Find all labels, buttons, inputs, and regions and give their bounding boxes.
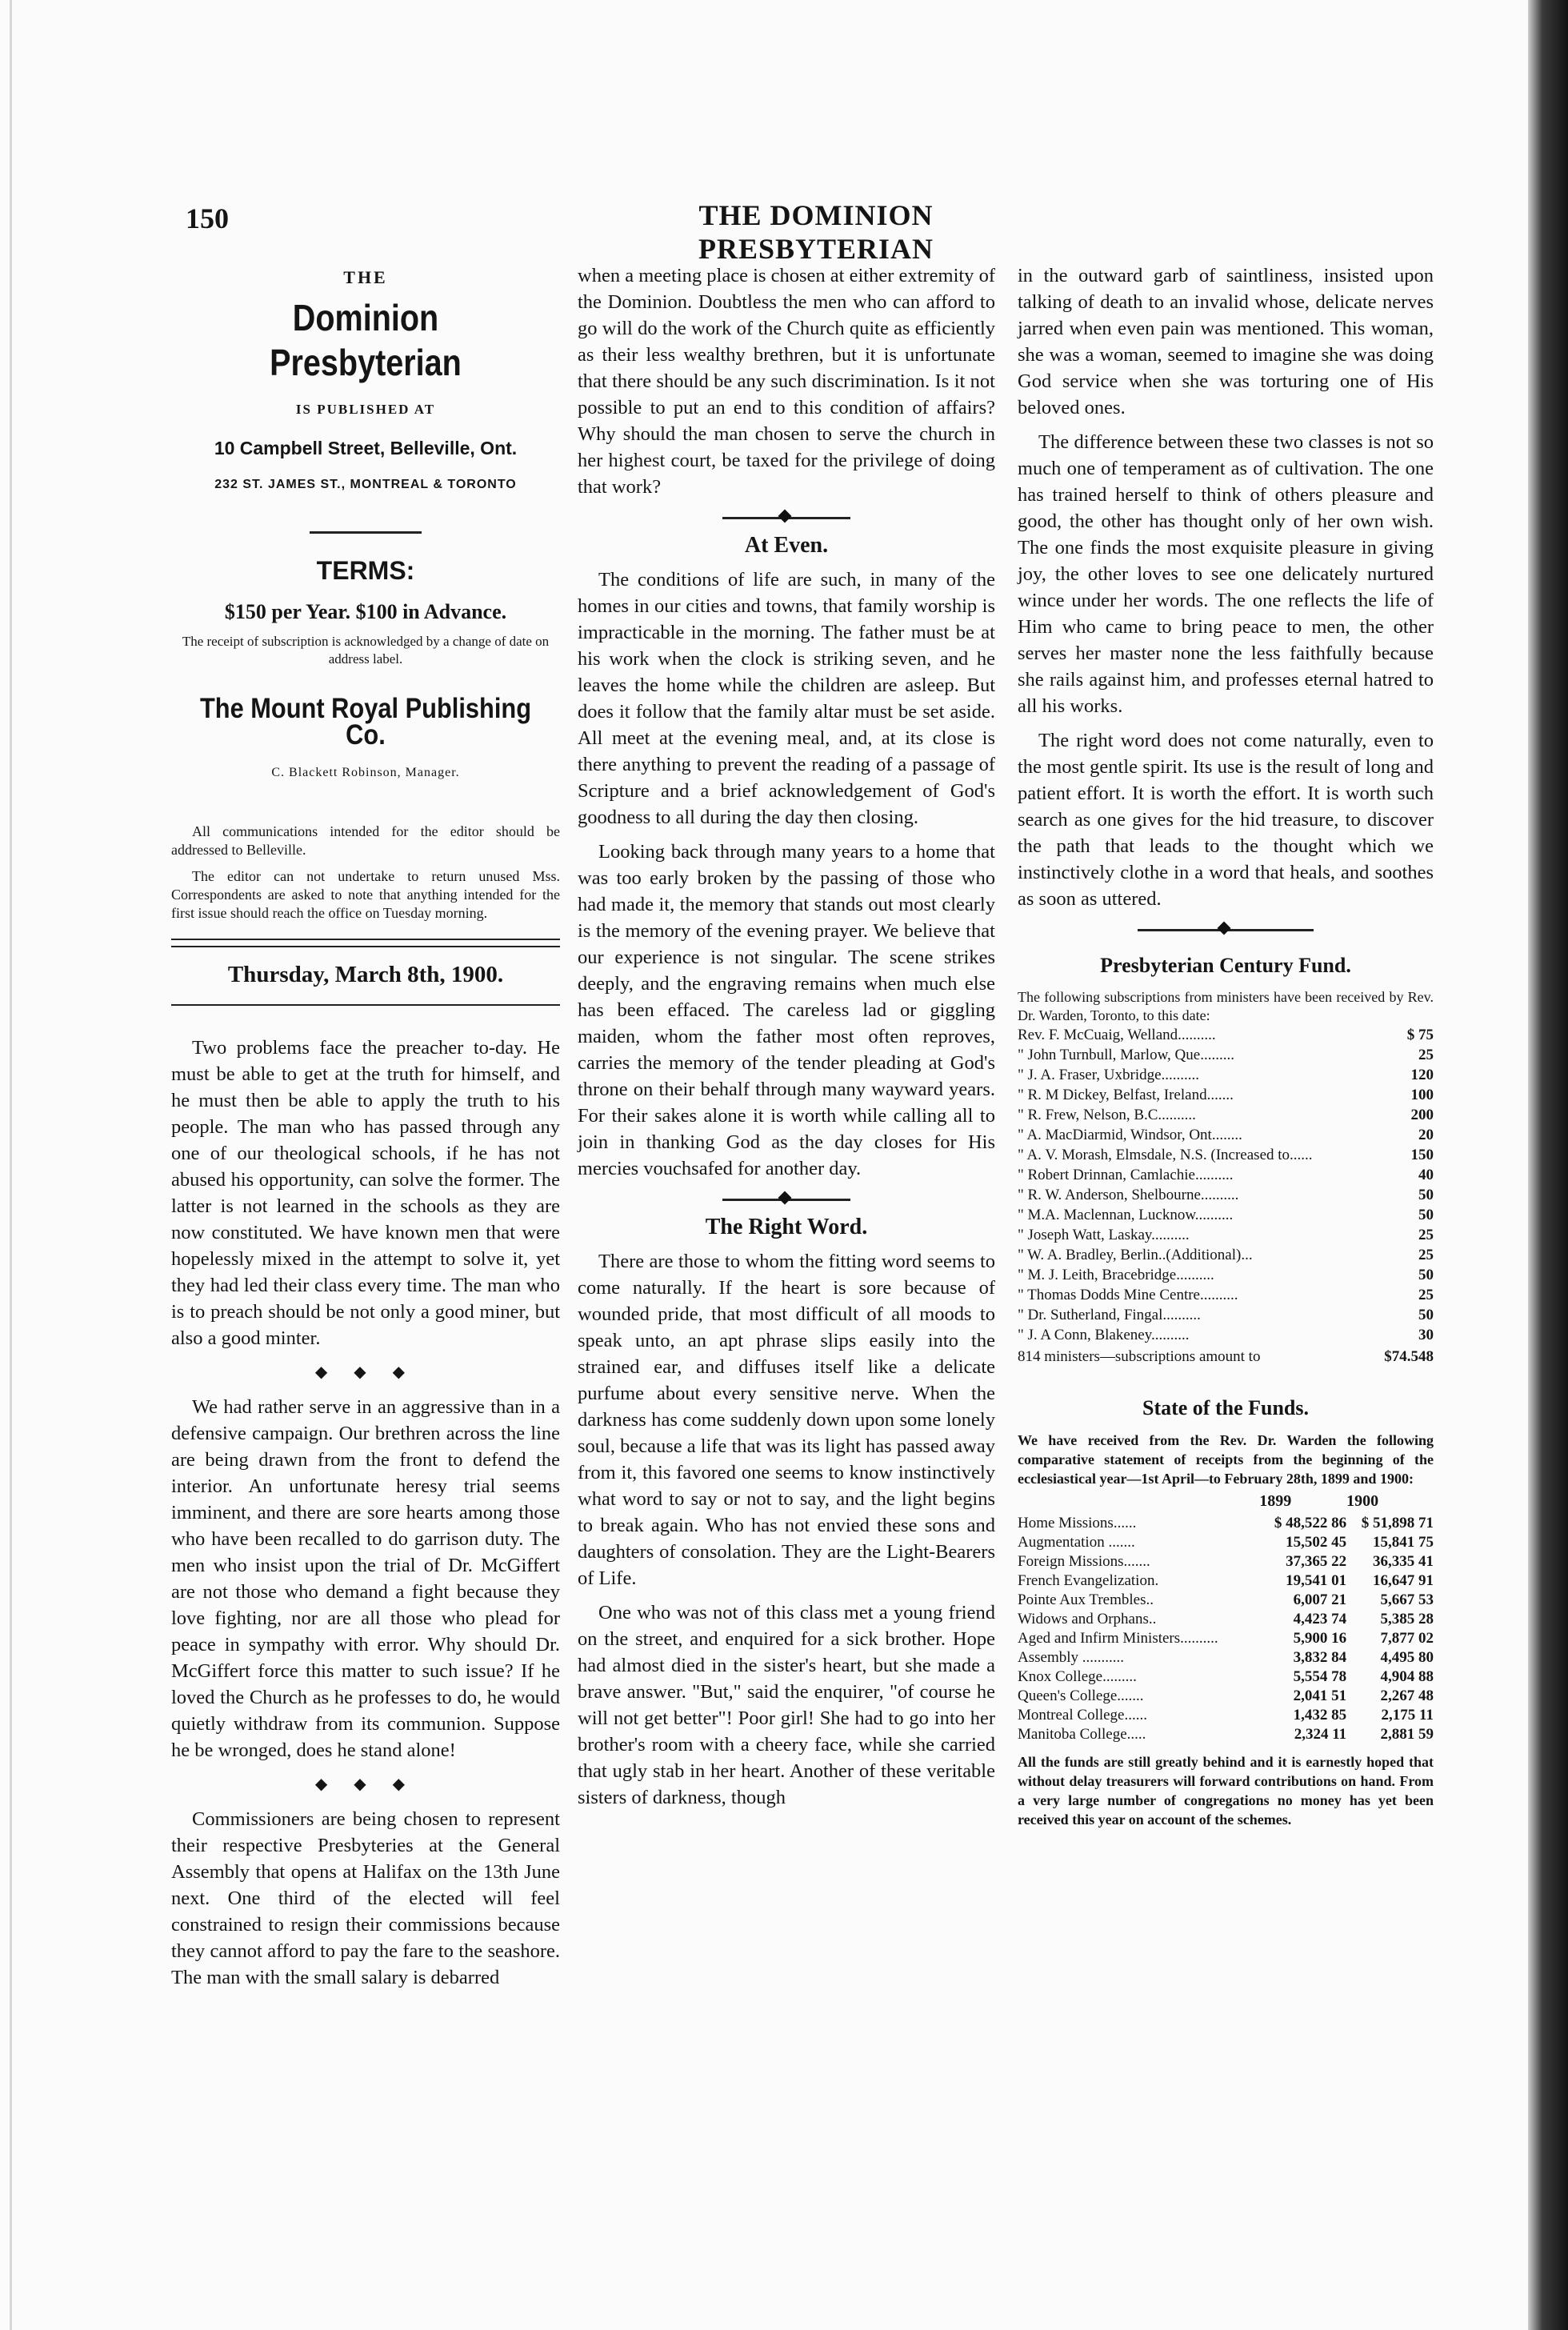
state-value-1899: 2,041 51 xyxy=(1293,1687,1347,1704)
fund-row xyxy=(1018,1045,1434,1065)
state-row xyxy=(1018,1667,1434,1687)
diamond-ornament: ◆ ◆ ◆ xyxy=(314,1776,417,1793)
article-paragraph: The conditions of life are such, in many of the homes in our cities and towns, that family worship is impracticable in the morning. The father must be at his work when the clock is striking seven, and he leaves the home while the children are asleep. But does it follow that the family altar must be set aside. All meet at the evening meal, and, at its close is there anything to prevent the reading of a passage of Scripture and a brief acknowledgement of God's goodness to all during the day then closing. xyxy=(578,569,995,828)
state-header-row xyxy=(1018,1491,1434,1514)
state-row xyxy=(1018,1533,1434,1552)
state-row xyxy=(1018,1610,1434,1629)
fund-row xyxy=(1018,1245,1434,1265)
state-value-1899: 5,554 78 xyxy=(1293,1668,1347,1685)
state-value-1899: 19,541 01 xyxy=(1286,1572,1347,1589)
fund-amount: 25 xyxy=(1418,1247,1434,1263)
state-row xyxy=(1018,1648,1434,1667)
fund-donor: " M. J. Leith, Bracebridge.......... xyxy=(1018,1267,1214,1283)
state-fund-name: Augmentation ....... xyxy=(1018,1534,1135,1551)
fund-donor: " R. M Dickey, Belfast, Ireland....... xyxy=(1018,1087,1234,1103)
notice-manuscripts: The editor can not undertake to return unused Mss. Correspondents are asked to note that anything intended for the first issue should reach the office on Tuesday morning. xyxy=(171,868,560,921)
article-paragraph: Looking back through many years to a home that was too early broken by the passing of those who had made it, the memory that stands out most clearly is the memory of the evening prayer. We believe that our experience is not singular. The scene strikes deeply, and the engraving remains when much else has been effaced. The careless lad or giggling maiden, whom the father most often reproves, carries the memory of the tender pleading at God's throne on their behalf through many wayward years. For their sakes alone it is worth while calling all to join in thanking God as the day closes for His mercies vouchsafed for another day. xyxy=(578,841,995,1179)
fund-amount: 50 xyxy=(1418,1187,1434,1203)
issue-dateline: Thursday, March 8th, 1900. xyxy=(227,962,504,987)
divider xyxy=(171,1004,560,1006)
fund-amount: 120 xyxy=(1410,1067,1434,1083)
masthead-address-montreal: 232 ST. JAMES ST., MONTREAL & TORONTO xyxy=(214,478,517,491)
column-2 xyxy=(578,262,995,1819)
state-fund-name: Queen's College....... xyxy=(1018,1687,1144,1704)
fund-donor: " Robert Drinnan, Camlachie.......... xyxy=(1018,1167,1234,1183)
fund-donor: " M.A. Maclennan, Lucknow.......... xyxy=(1018,1207,1234,1223)
heading-right-word: The Right Word. xyxy=(705,1215,868,1239)
fund-row xyxy=(1018,1205,1434,1225)
state-value-1899: 4,423 74 xyxy=(1293,1611,1347,1627)
diamond-icon xyxy=(778,1191,792,1205)
fund-amount: $ 75 xyxy=(1406,1027,1434,1043)
state-fund-name: Knox College......... xyxy=(1018,1668,1137,1685)
fund-donor: " Thomas Dodds Mine Centre.......... xyxy=(1018,1287,1238,1303)
publisher-name: The Mount Royal Publishing Co. xyxy=(199,693,532,751)
fund-heading: Presbyterian Century Fund. xyxy=(1100,954,1351,977)
fund-donor: " J. A Conn, Blakeney.......... xyxy=(1018,1327,1190,1343)
fund-row xyxy=(1018,1305,1434,1325)
diamond-icon xyxy=(1218,922,1231,935)
divider xyxy=(310,531,422,534)
state-fund-name: Manitoba College..... xyxy=(1018,1726,1146,1743)
fund-row xyxy=(1018,1025,1434,1045)
state-value-1900: 2,267 48 xyxy=(1380,1687,1434,1704)
fund-amount: 50 xyxy=(1418,1207,1434,1223)
state-value-1899: 3,832 84 xyxy=(1293,1649,1347,1666)
fund-row xyxy=(1018,1165,1434,1185)
state-value-1899: $ 48,522 86 xyxy=(1274,1515,1347,1531)
rule-ornament xyxy=(722,1193,850,1206)
fund-total xyxy=(1018,1347,1434,1367)
state-value-1900: $ 51,898 71 xyxy=(1361,1515,1434,1531)
state-value-1900: 5,385 28 xyxy=(1380,1611,1434,1627)
editorial-paragraph: We had rather serve in an aggressive than in a defensive campaign. Our brethren across the line are being drawn from the front to defend the interior. An unfortunate heresy trial seems imminent, and there are sore hearts among those who have been recalled to do garrison duty. The men who insist upon the trial of Dr. McGiffert are not those who demand a fight because they love fighting, nor are all those who plead for peace in sympathy with error. Why should Dr. McGiffert force this matter to such issue? If he loved the Church as he professes to do, he would quietly withdraw from its communion. Suppose he be wronged, does he stand alone! xyxy=(171,1396,560,1761)
column-1 xyxy=(171,262,560,1999)
fund-amount: 25 xyxy=(1418,1047,1434,1063)
state-value-1899: 5,900 16 xyxy=(1293,1630,1347,1647)
fund-total-amount: $74.548 xyxy=(1384,1348,1434,1365)
state-row xyxy=(1018,1629,1434,1648)
terms-note: The receipt of subscription is acknowledged by a change of date on address label. xyxy=(182,634,550,667)
state-row xyxy=(1018,1571,1434,1591)
fund-row xyxy=(1018,1065,1434,1085)
fund-amount: 150 xyxy=(1410,1147,1434,1163)
fund-intro: The following subscriptions from ministers have been received by Rev. Dr. Warden, Toronto, to this date: xyxy=(1018,989,1434,1023)
fund-donor: " R. W. Anderson, Shelbourne.......... xyxy=(1018,1187,1239,1203)
rule-ornament xyxy=(722,511,850,524)
state-value-1899: 2,324 11 xyxy=(1294,1726,1347,1743)
notice-communications: All communications intended for the editor should be addressed to Belleville. xyxy=(171,823,560,858)
fund-row xyxy=(1018,1265,1434,1285)
fund-amount: 50 xyxy=(1418,1307,1434,1323)
fund-total-label: 814 ministers—subscriptions amount to xyxy=(1018,1348,1261,1365)
manager-name: C. Blackett Robinson, Manager. xyxy=(271,766,460,779)
state-fund-name: French Evangelization. xyxy=(1018,1572,1159,1589)
double-divider xyxy=(171,939,560,947)
state-value-1900: 2,881 59 xyxy=(1380,1726,1434,1743)
masthead-title: Dominion Presbyterian xyxy=(270,297,462,383)
page-number: 150 xyxy=(186,202,229,234)
fund-amount: 200 xyxy=(1410,1107,1434,1123)
scan-edge-shadow xyxy=(1528,0,1568,2330)
fund-amount: 20 xyxy=(1418,1127,1434,1143)
diamond-ornament: ◆ ◆ ◆ xyxy=(314,1363,417,1381)
state-value-1900: 2,175 11 xyxy=(1381,1707,1434,1723)
fund-donor: " Dr. Sutherland, Fingal.......... xyxy=(1018,1307,1201,1323)
article-paragraph: There are those to whom the fitting word seems to come naturally. If the heart is sore because of wounded pride, that most difficult of all moods to speak unto, an apt phrase slips easily into the strained ear, and diffuses itself like a delicate purfume about every sensitive nerve. When the darkness has come suddenly down upon some lonely soul, because a life that was its light has passed away from it, this favored one seems to know instinctively what word to say or not to say, and the light begins to break again. Who has not envied these sons and daughters of consolation. They are the Light-Bearers of Life. xyxy=(578,1251,995,1589)
editorial-paragraph: Two problems face the preacher to-day. He must be able to get at the truth for himself, and he must then be able to apply the truth to his people. The man who has passed through any one of our theological schools, if he has not abused his opportunity, can solve the former. The latter is not learned in the schools as they are now constituted. We have known men that were hopelessly mixed in the attempt to solve it, yet they had led their class every time. The man who is to preach should be not only a good miner, but also a good minter. xyxy=(171,1037,560,1349)
rule-ornament xyxy=(1138,923,1314,936)
terms-price: $150 per Year. $100 in Advance. xyxy=(224,600,507,623)
fund-row xyxy=(1018,1285,1434,1305)
editorial-paragraph: when a meeting place is chosen at either extremity of the Dominion. Doubtless the men who can afford to go will do the work of the Church quite as efficiently as their less wealthy brethren, but it is unfortunate that there should be any such discrimination. Is it not possible to put an end to this condition of affairs? Why should the man chosen to serve the church in her highest court, be taxed for the privilege of doing that work? xyxy=(578,265,995,498)
article-paragraph: The right word does not come naturally, even to the most gentle spirit. Its use is the result of long and patient effort. It is worth the effort. It is worth such search as one gives for the hid treasure, to discover the path that leads to the thought which we instinctively clothe in a word that heals, and soothes as soon as uttered. xyxy=(1018,730,1434,910)
article-paragraph: in the outward garb of saintliness, insisted upon talking of death to an invalid whose, delicate nerves jarred when even pain was mentioned. This woman, she was a woman, seemed to imagine she was doing God service when she was torturing one of His beloved ones. xyxy=(1018,265,1434,418)
state-table xyxy=(1018,1491,1434,1744)
running-head: THE DOMINION PRESBYTERIAN xyxy=(698,199,934,265)
fund-amount: 25 xyxy=(1418,1227,1434,1243)
fund-amount: 30 xyxy=(1418,1327,1434,1343)
article-paragraph: One who was not of this class met a young friend on the street, and enquired for a sick brother. Hope had almost died in the sister's heart, but she made a brave answer. "But," said the enquirer, "of course he will not get better"! Poor girl! She had to go into her brother's room with a cheery face, while she carried that ugly stab in her heart. Another of these veritable sisters of darkness, though xyxy=(578,1602,995,1808)
state-fund-name: Aged and Infirm Ministers.......... xyxy=(1018,1630,1218,1647)
state-row xyxy=(1018,1706,1434,1725)
state-value-1900: 5,667 53 xyxy=(1380,1591,1434,1608)
state-heading: State of the Funds. xyxy=(1142,1396,1309,1419)
masthead-the: THE xyxy=(343,267,388,287)
fund-amount: 50 xyxy=(1418,1267,1434,1283)
state-value-1900: 4,904 88 xyxy=(1380,1668,1434,1685)
article-paragraph: The difference between these two classes is not so much one of temperament as of cultivation. The one has trained herself to think of others pleasure and good, the other has thought only of her own wish. The one finds the most exquisite pleasure in giving joy, the other loves to see one delicately nurtured wince under her words. The one reflects the life of Him who came to bring peace to men, the other serves her master none the less faithfully because she rails against him, and professes eternal hatred to all his works. xyxy=(1018,431,1434,717)
fund-row xyxy=(1018,1325,1434,1345)
state-fund-name: Assembly ........... xyxy=(1018,1649,1124,1666)
state-fund-name: Foreign Missions....... xyxy=(1018,1553,1150,1570)
state-value-1899: 15,502 45 xyxy=(1286,1534,1347,1551)
state-value-1900: 4,495 80 xyxy=(1380,1649,1434,1666)
state-row xyxy=(1018,1591,1434,1610)
state-value-1900: 15,841 75 xyxy=(1373,1534,1434,1551)
state-fund-name: Pointe Aux Trembles.. xyxy=(1018,1591,1154,1608)
state-row xyxy=(1018,1552,1434,1571)
editorial-paragraph: Commissioners are being chosen to represent their respective Presbyteries at the General Assembly that opens at Halifax on the 13th June next. One third of the elected will feel constrained to resign their commissions because they cannot afford to pay the fare to the seashore. The man with the small salary is debarred xyxy=(171,1808,560,1988)
state-value-1899: 1,432 85 xyxy=(1293,1707,1347,1723)
state-col-1900: 1900 xyxy=(1346,1492,1379,1510)
state-value-1900: 7,877 02 xyxy=(1380,1630,1434,1647)
state-outro: All the funds are still greatly behind and it is earnestly hoped that without delay treasurers will forward contributions on hand. From a very large number of congregations no money has yet been received this year on account of the schemes. xyxy=(1018,1754,1434,1828)
column-3 xyxy=(1018,262,1434,1829)
fund-donor: Rev. F. McCuaig, Welland.......... xyxy=(1018,1027,1216,1043)
fund-donor: " A. V. Morash, Elmsdale, N.S. (Increased to...... xyxy=(1018,1147,1313,1163)
fund-row xyxy=(1018,1225,1434,1245)
state-row xyxy=(1018,1514,1434,1533)
fund-row xyxy=(1018,1145,1434,1165)
fund-donor: " W. A. Bradley, Berlin..(Additional)... xyxy=(1018,1247,1253,1263)
fund-donor: " A. MacDiarmid, Windsor, Ont........ xyxy=(1018,1127,1242,1143)
state-value-1899: 6,007 21 xyxy=(1293,1591,1347,1608)
fund-list xyxy=(1018,1025,1434,1345)
masthead-address-belleville: 10 Campbell Street, Belleville, Ont. xyxy=(214,438,518,458)
state-value-1899: 37,365 22 xyxy=(1286,1553,1347,1570)
fund-amount: 40 xyxy=(1418,1167,1434,1183)
state-fund-name: Home Missions...... xyxy=(1018,1515,1137,1531)
fund-row xyxy=(1018,1125,1434,1145)
terms-heading: TERMS: xyxy=(316,556,415,585)
state-fund-name: Widows and Orphans.. xyxy=(1018,1611,1157,1627)
heading-at-even: At Even. xyxy=(744,533,829,558)
state-value-1900: 16,647 91 xyxy=(1373,1572,1434,1589)
state-row xyxy=(1018,1725,1434,1744)
scan-edge-line xyxy=(10,0,12,2330)
state-col-1899: 1899 xyxy=(1259,1492,1292,1510)
fund-donor: " Joseph Watt, Laskay.......... xyxy=(1018,1227,1190,1243)
diamond-icon xyxy=(778,510,792,523)
fund-amount: 100 xyxy=(1410,1087,1434,1103)
fund-donor: " John Turnbull, Marlow, Que......... xyxy=(1018,1047,1234,1063)
fund-donor: " R. Frew, Nelson, B.C.......... xyxy=(1018,1107,1196,1123)
state-intro: We have received from the Rev. Dr. Warden the following comparative statement of receipts from the beginning of the ecclesiastical year—1st April—to February 28th, 1899 and 1900: xyxy=(1018,1432,1434,1487)
fund-row xyxy=(1018,1085,1434,1105)
state-row xyxy=(1018,1687,1434,1706)
state-value-1900: 36,335 41 xyxy=(1373,1553,1434,1570)
fund-amount: 25 xyxy=(1418,1287,1434,1303)
fund-row xyxy=(1018,1105,1434,1125)
masthead-published-at: IS PUBLISHED AT xyxy=(295,402,436,417)
fund-donor: " J. A. Fraser, Uxbridge.......... xyxy=(1018,1067,1200,1083)
fund-row xyxy=(1018,1185,1434,1205)
state-fund-name: Montreal College...... xyxy=(1018,1707,1147,1723)
